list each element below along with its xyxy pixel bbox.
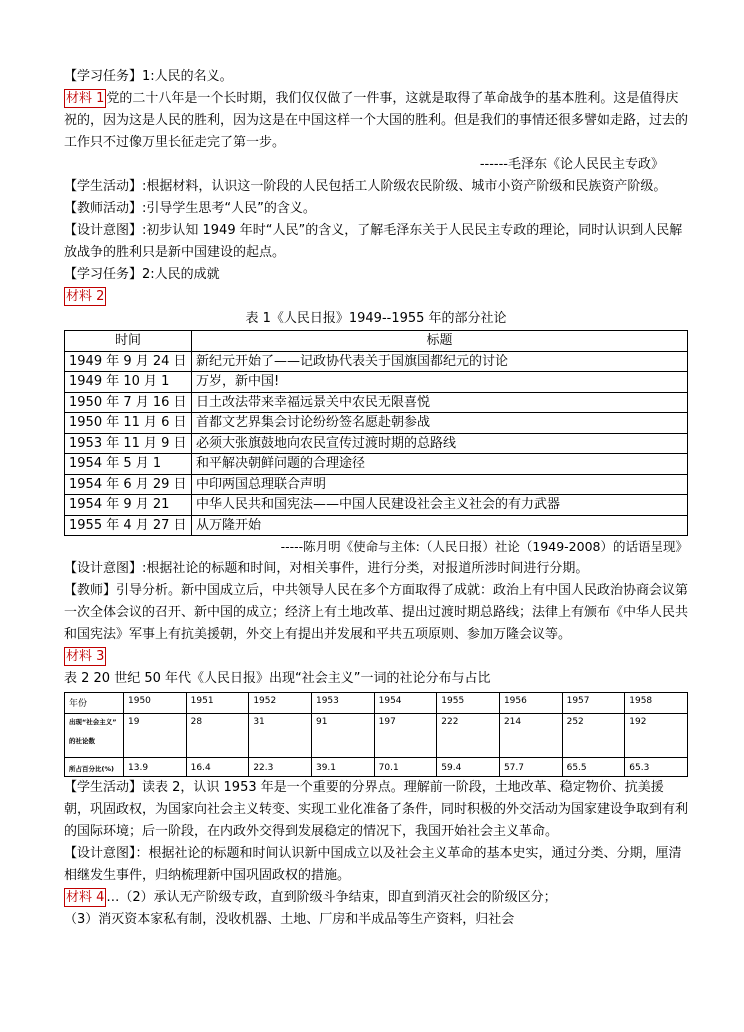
table1-cell-time: 1954 年 9 月 21 — [65, 495, 192, 516]
table2-count: 31 — [249, 714, 312, 758]
table2-percent: 22.3 — [249, 758, 312, 777]
table-row — [65, 392, 688, 413]
table1-source: -----陈月明《使命与主体:（人民日报）社论（1949-2008）的话语呈现》 — [280, 539, 688, 554]
design-intent-1: 【设计意图】:初步认知 1949 年时“人民”的含义，了解毛泽东关于人民民主专政的理论，同时认识到人民解放战争的胜利只是新中国建设的起点。 — [64, 223, 683, 260]
design-intent-2: 【设计意图】:根据社论的标题和时间，对相关事件，进行分类，对报道所涉时间进行分期。 — [64, 561, 589, 576]
material2-label: 材料 2 — [66, 289, 105, 304]
table-row — [65, 474, 688, 495]
table1-cell-title: 必须大张旗鼓地向农民宣传过渡时期的总路线 — [192, 433, 688, 454]
table-row — [65, 714, 688, 758]
table1-caption: 表 1《人民日报》1949--1955 年的部分社论 — [245, 311, 507, 326]
table1-cell-time: 1950 年 7 月 16 日 — [65, 392, 192, 413]
student-activity-2: 【学生活动】读表 2，认识 1953 年是一个重要的分界点。理解前一阶段，土地改革、稳定物价、抗美援朝，巩固政权，为国家向社会主义转变、实现工业化准备了条件，同时积极的外交活动为国家建设争取到有利的国际环境；后一阶段，在内政外交得到发展稳定的情况下，我国开始社会主义革命。 — [64, 780, 689, 839]
document-page — [64, 66, 688, 931]
table2-year: 1957 — [562, 693, 625, 714]
table1-cell-time: 1953 年 11 月 9 日 — [65, 433, 192, 454]
table1-header-title: 标题 — [192, 331, 688, 352]
table1-cell-time: 1955 年 4 月 27 日 — [65, 515, 192, 536]
table2-count: 222 — [437, 714, 500, 758]
table1-cell-time: 1954 年 6 月 29 日 — [65, 474, 192, 495]
table1-cell-time: 1954 年 5 月 1 — [65, 454, 192, 475]
table2-count: 28 — [186, 714, 249, 758]
table2-year: 1951 — [186, 693, 249, 714]
material4-continuation: （3）消灭资本家私有制，没收机器、土地、厂房和半成品等生产资料，归社会 — [64, 912, 515, 927]
table-row — [65, 515, 688, 536]
table2-count-label-b: 的社论数 — [69, 737, 95, 745]
table2-year: 1958 — [625, 693, 688, 714]
material4-label: 材料 4 — [66, 890, 105, 905]
material1-paragraph — [64, 88, 688, 154]
table2-percent: 16.4 — [186, 758, 249, 777]
table-row — [65, 758, 688, 777]
table2-count: 214 — [499, 714, 562, 758]
table2-header-label: 年份 — [65, 693, 124, 714]
design-intent-3: 【设计意图】：根据社论的标题和时间认识新中国成立以及社会主义革命的基本史实，通过分类、分期，厘清相继发生事件，归纳梳理新中国巩固政权的措施。 — [64, 846, 682, 883]
material4-paragraph — [64, 887, 688, 909]
table2-percent: 57.7 — [499, 758, 562, 777]
teacher-guidance: 【教师】引导分析。新中国成立后，中共领导人民在多个方面取得了成就：政治上有中国人民政治协商会议第一次全体会议的召开、新中国的成立；经济上有土地改革、提出过渡时期总路线；法律上有颁布《中华人民共和国宪法》军事上有抗美援朝，外交上有提出并发展和平共五项原则、参加万隆会议等。 — [64, 583, 689, 642]
table2-percent: 13.9 — [124, 758, 187, 777]
material4-text: …（2）承认无产阶级专政，直到阶级斗争结束，即直到消灭社会的阶级区分； — [106, 890, 557, 905]
table2-count-label-a: 出现“社会主义” — [69, 718, 117, 726]
material1-text: 党的二十八年是一个长时期，我们仅仅做了一件事，这就是取得了革命战争的基本胜利。这是值得庆祝的，因为这是人民的胜利，因为这是在中国这样一个大国的胜利。但是我们的事情还很多譬如走路，过去的工作只不过像万里长征走完了第一步。 — [64, 91, 689, 150]
table1-cell-title: 中华人民共和国宪法——中国人民建设社会主义社会的有力武器 — [192, 495, 688, 516]
teacher-activity-1: 【教师活动】:引导学生思考“人民”的含义。 — [64, 201, 316, 216]
table1-header-row — [65, 331, 688, 352]
table1-cell-title: 从万隆开始 — [192, 515, 688, 536]
table1-cell-title: 和平解决朝鲜问题的合理途径 — [192, 454, 688, 475]
task1-heading: 【学习任务】1:人民的名义。 — [64, 69, 233, 84]
table-row — [65, 454, 688, 475]
table-row — [65, 372, 688, 393]
table2-year: 1953 — [311, 693, 374, 714]
table-row — [65, 495, 688, 516]
table2-count: 91 — [311, 714, 374, 758]
table1-cell-title: 万岁，新中国! — [192, 372, 688, 393]
table2-percent: 39.1 — [311, 758, 374, 777]
table-row — [65, 693, 688, 714]
table2-percent: 65.3 — [625, 758, 688, 777]
table-row — [65, 351, 688, 372]
socialism-editorials-table — [64, 692, 688, 777]
table2-caption: 表 2 20 世纪 50 年代《人民日报》出现“社会主义”一词的社论分布与占比 — [64, 671, 491, 686]
table1-cell-time: 1950 年 11 月 6 日 — [65, 413, 192, 434]
table2-count-label — [65, 714, 124, 758]
table2-count: 252 — [562, 714, 625, 758]
material1-source: ------毛泽东《论人民民主专政》 — [479, 157, 664, 172]
table1-cell-title: 日土改法带来幸福远景关中农民无限喜悦 — [192, 392, 688, 413]
table2-year: 1956 — [499, 693, 562, 714]
material1-label: 材料 1 — [66, 91, 105, 106]
table2-percent-label: 所占百分比(%) — [65, 758, 124, 777]
table2-year: 1954 — [374, 693, 437, 714]
material3-label: 材料 3 — [66, 649, 105, 664]
table1-cell-title: 新纪元开始了——记政协代表关于国旗国都纪元的讨论 — [192, 351, 688, 372]
table1-header-time: 时间 — [65, 331, 192, 352]
table1-cell-time: 1949 年 9 月 24 日 — [65, 351, 192, 372]
table2-year: 1950 — [124, 693, 187, 714]
student-activity-1: 【学生活动】:根据材料，认识这一阶段的人民包括工人阶级农民阶级、城市小资产阶级和民族资产阶级。 — [64, 179, 667, 194]
material3-line — [64, 646, 688, 668]
table1-cell-title: 首都文艺界集会讨论纷纷签名愿赴朝参战 — [192, 413, 688, 434]
table1-cell-time: 1949 年 10 月 1 — [65, 372, 192, 393]
table2-percent: 59.4 — [437, 758, 500, 777]
table2-year: 1952 — [249, 693, 312, 714]
table2-count: 192 — [625, 714, 688, 758]
table1-cell-title: 中印两国总理联合声明 — [192, 474, 688, 495]
table2-percent: 65.5 — [562, 758, 625, 777]
material2-line — [64, 286, 688, 308]
table-row — [65, 413, 688, 434]
editorials-table — [64, 330, 688, 536]
table2-percent: 70.1 — [374, 758, 437, 777]
table2-count: 197 — [374, 714, 437, 758]
table2-count: 19 — [124, 714, 187, 758]
task2-heading: 【学习任务】2:人民的成就 — [64, 267, 220, 282]
table2-year: 1955 — [437, 693, 500, 714]
table-row — [65, 433, 688, 454]
